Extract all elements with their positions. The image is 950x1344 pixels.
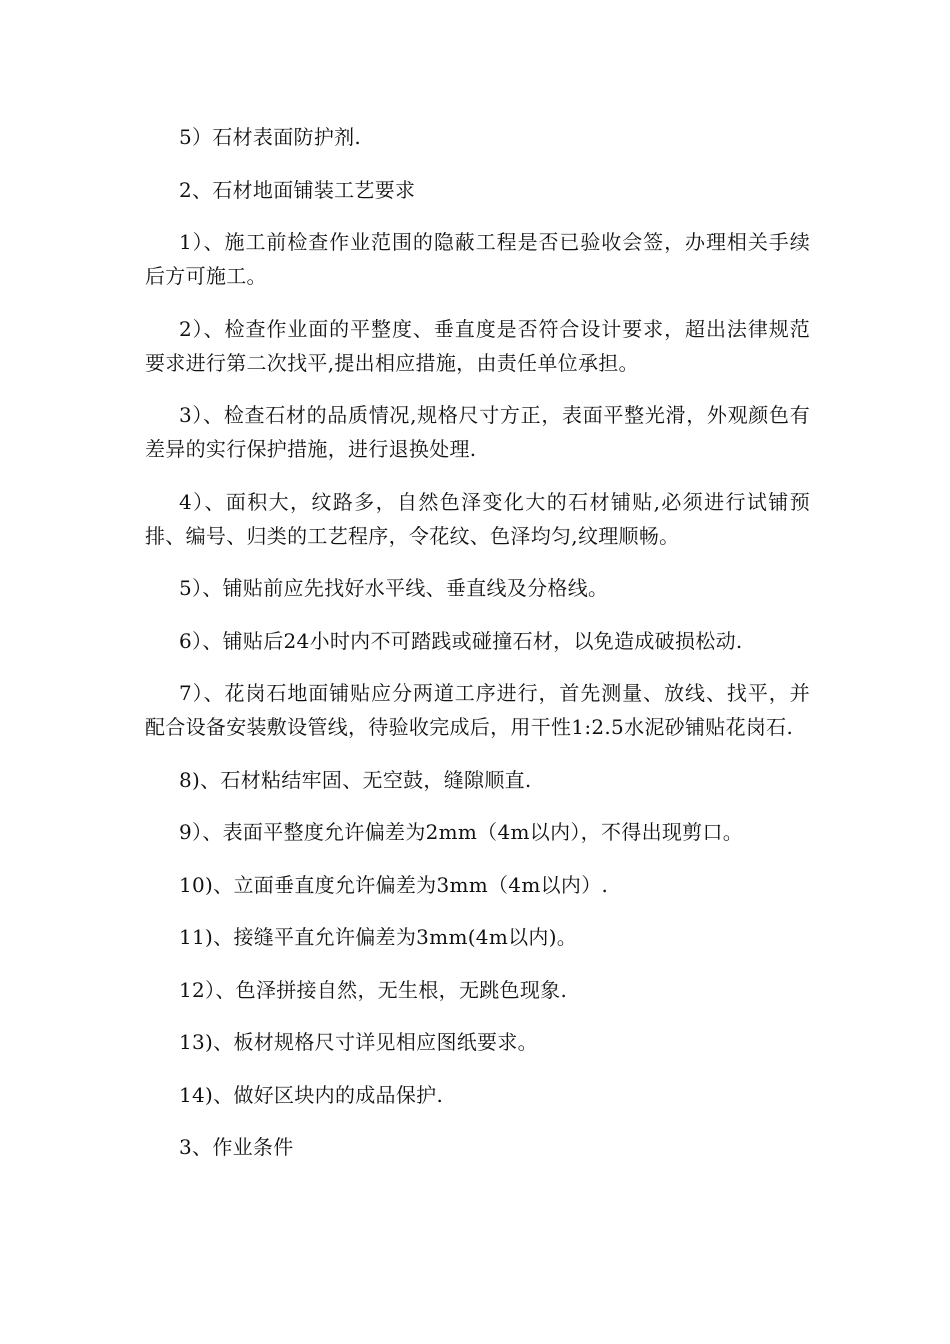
document-body	[145, 120, 810, 1183]
paragraph-item-5-protectant: 5）石材表面防护剂.	[179, 125, 362, 149]
paragraph-item-10: 10)、立面垂直度允许偏差为3mm（4m以内）.	[179, 872, 609, 897]
section-heading-stone-floor-requirements: 2、石材地面铺装工艺要求	[179, 177, 416, 202]
section-heading-work-conditions: 3、作业条件	[179, 1135, 294, 1159]
paragraph-item-1: 1）、施工前检查作业范围的隐蔽工程是否已验收会签，办理相关手续后方可施工。	[145, 230, 810, 288]
paragraph-item-14: 14)、做好区块内的成品保护.	[179, 1082, 444, 1107]
paragraph-item-2: 2）、检查作业面的平整度、垂直度是否符合设计要求，超出法律规范要求进行第二次找平,提出相应措施，由责任单位承担。	[145, 316, 810, 375]
paragraph-item-3: 3）、检查石材的品质情况,规格尺寸方正，表面平整光滑，外观颜色有差异的实行保护措施，进行退换处理.	[145, 403, 810, 461]
paragraph-item-9: 9）、表面平整度允许偏差为2mm（4m以内），不得出现剪口。	[179, 820, 744, 844]
paragraph-item-5: 5）、铺贴前应先找好水平线、垂直线及分格线。	[179, 576, 609, 600]
paragraph-item-11: 11)、接缝平直允许偏差为3mm(4m以内)。	[179, 925, 578, 949]
paragraph-item-4: 4）、面积大，纹路多，自然色泽变化大的石材铺贴,必须进行试铺预排、编号、归类的工艺程序，令花纹、色泽均匀,纹理顺畅。	[145, 489, 810, 548]
paragraph-item-13: 13)、板材规格尺寸详见相应图纸要求。	[179, 1030, 538, 1054]
paragraph-item-12: 12）、色泽拼接自然，无生根，无跳色现象.	[179, 977, 568, 1002]
paragraph-item-8: 8)、石材粘结牢固、无空鼓，缝隙顺直.	[179, 767, 532, 792]
paragraph-item-7: 7）、花岗石地面铺贴应分两道工序进行，首先测量、放线、找平，并配合设备安装敷设管线，待验收完成后，用干性1:2.5水泥砂铺贴花岗石.	[145, 681, 810, 739]
paragraph-item-6: 6）、铺贴后24小时内不可踏践或碰撞石材，以免造成破损松动.	[179, 628, 743, 653]
